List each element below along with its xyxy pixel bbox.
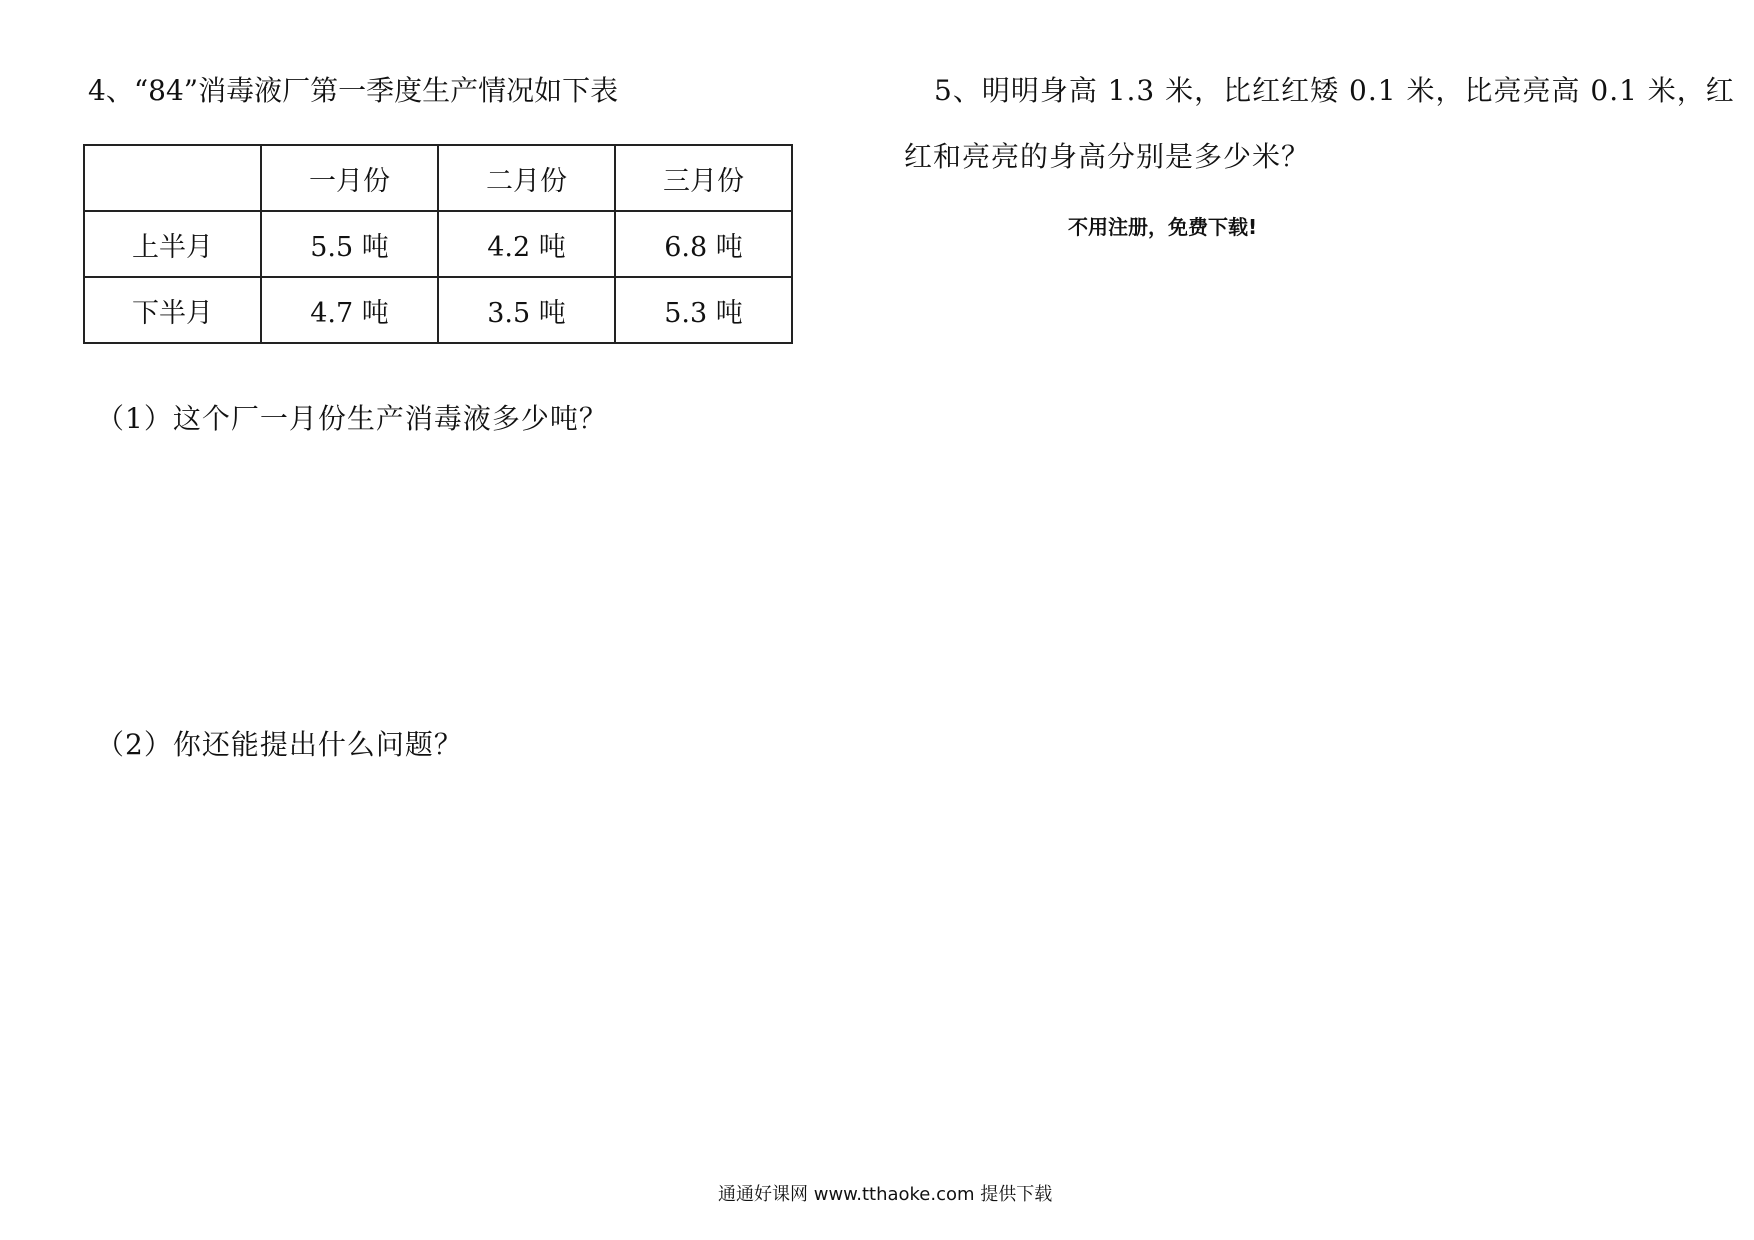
- question-4-part-2: （2）你还能提出什么问题？: [96, 728, 463, 761]
- question-5-line-1: 5、明明身高 1.3 米，比红红矮 0.1 米，比亮亮高 0.1 米，红: [934, 74, 1735, 107]
- table-cell: 6.8 吨: [615, 211, 792, 277]
- question-4-part-1: （1）这个厂一月份生产消毒液多少吨？: [96, 402, 608, 435]
- table-header-row: [84, 145, 792, 211]
- table-header-cell: [84, 145, 261, 211]
- table-row: [84, 211, 792, 277]
- table-row: [84, 277, 792, 343]
- table-header-cell: 二月份: [438, 145, 615, 211]
- table-cell: 5.3 吨: [615, 277, 792, 343]
- table-cell: 上半月: [84, 211, 261, 277]
- table-header-cell: 三月份: [615, 145, 792, 211]
- question-4-title: 4、“84”消毒液厂第一季度生产情况如下表: [88, 74, 619, 107]
- table-cell: 下半月: [84, 277, 261, 343]
- download-watermark: 不用注册，免费下载!: [1068, 215, 1258, 239]
- table-cell: 4.7 吨: [261, 277, 438, 343]
- table-cell: 4.2 吨: [438, 211, 615, 277]
- question-5-line-2: 红和亮亮的身高分别是多少米？: [904, 140, 1311, 173]
- footer-credit: 通通好课网 www.tthaoke.com 提供下载: [718, 1184, 1053, 1205]
- production-table: [83, 144, 793, 344]
- table-cell: 3.5 吨: [438, 277, 615, 343]
- table-cell: 5.5 吨: [261, 211, 438, 277]
- table-header-cell: 一月份: [261, 145, 438, 211]
